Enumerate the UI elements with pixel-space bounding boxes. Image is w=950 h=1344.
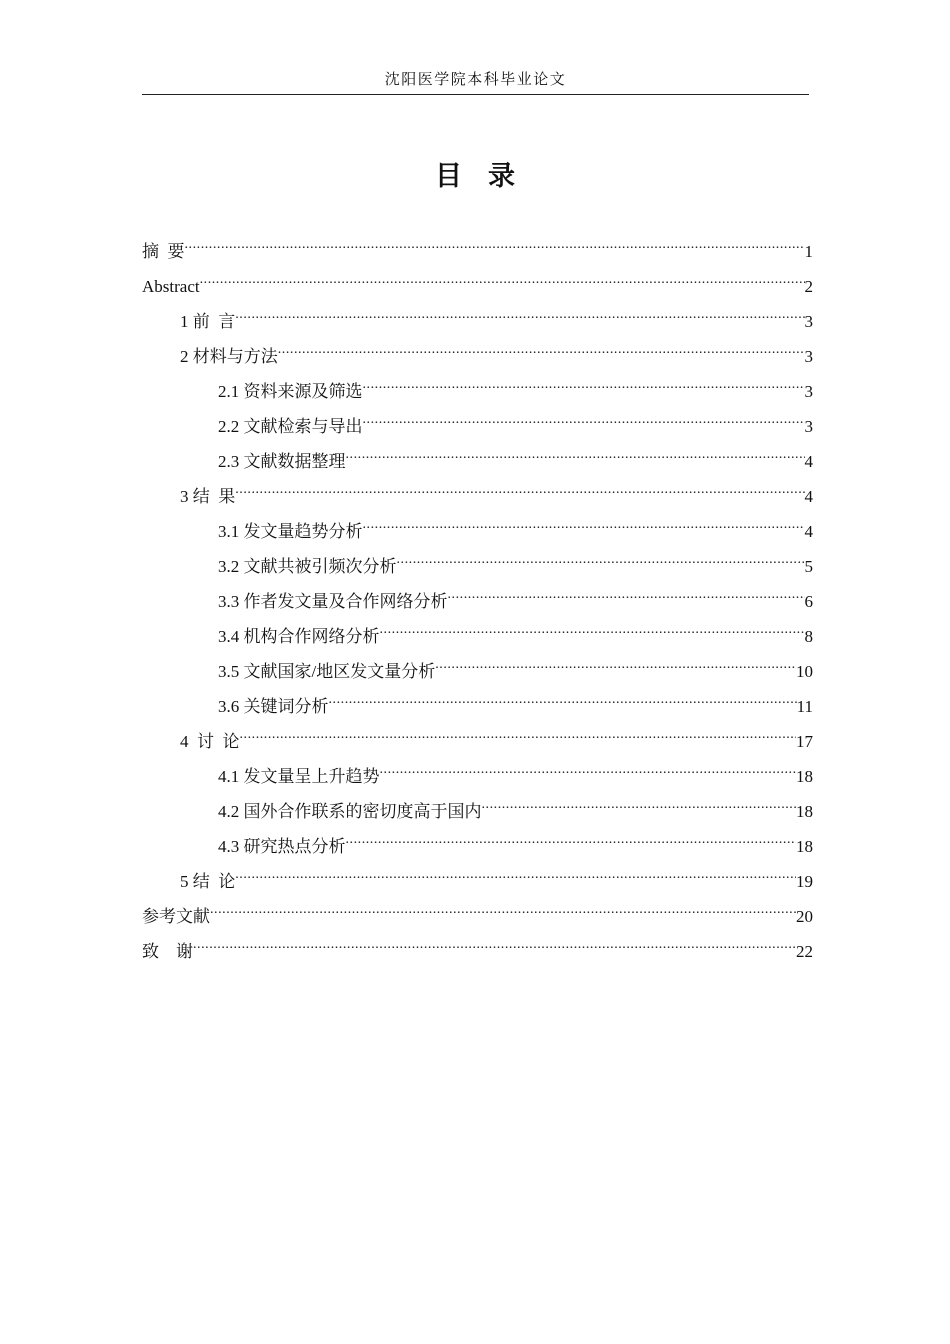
toc-entry-label: 2.3 文献数据整理 (218, 452, 346, 471)
dot-leader (235, 292, 804, 327)
toc-entry-label: 3.6 关键词分析 (218, 697, 329, 716)
dot-leader (235, 852, 796, 887)
toc-entry-page: 4 (804, 452, 813, 471)
toc-entry-label: 4.2 国外合作联系的密切度高于国内 (218, 802, 482, 821)
toc-entry-page: 18 (796, 802, 813, 821)
toc-entry-3-1[interactable] (142, 502, 813, 541)
toc-entry-discussion[interactable] (142, 712, 813, 751)
toc-entry-page: 3 (804, 417, 813, 436)
toc-entry-label: 3.2 文献共被引频次分析 (218, 557, 397, 576)
dot-leader (235, 467, 804, 502)
toc-entry-results[interactable] (142, 467, 813, 506)
toc-entry-page: 6 (804, 592, 813, 611)
toc-entry-label: 5 结 论 (180, 872, 236, 891)
toc-entry-page: 10 (796, 662, 813, 681)
toc-entry-label: 4 讨 论 (180, 732, 240, 751)
toc-entry-page: 4 (804, 487, 813, 506)
toc-entry-conclusion[interactable] (142, 852, 813, 891)
dot-leader (380, 607, 805, 642)
toc-entry-abstract-en[interactable] (142, 257, 813, 296)
toc-entry-label: 2.2 文献检索与导出 (218, 417, 363, 436)
toc-entry-label: 2 材料与方法 (180, 347, 278, 366)
dot-leader (448, 572, 805, 607)
toc-entry-label: 3.1 发文量趋势分析 (218, 522, 363, 541)
toc-entry-page: 18 (796, 767, 813, 786)
toc-entry-page: 19 (796, 872, 813, 891)
dot-leader (346, 817, 797, 852)
dot-leader (200, 257, 805, 292)
dot-leader (435, 642, 796, 677)
dot-leader (482, 782, 797, 817)
toc-entry-page: 20 (796, 907, 813, 926)
toc-entry-page: 1 (804, 242, 813, 261)
dot-leader (193, 922, 796, 957)
dot-leader (363, 362, 805, 397)
toc-entry-label: Abstract (142, 277, 200, 296)
dot-leader (363, 502, 805, 537)
toc-entry-label: 3.3 作者发文量及合作网络分析 (218, 592, 448, 611)
dot-leader (210, 887, 796, 922)
toc-entry-label: 3.5 文献国家/地区发文量分析 (218, 662, 436, 681)
dot-leader (397, 537, 805, 572)
toc-entry-acknowledgements[interactable] (142, 922, 813, 961)
toc-entry-methods[interactable] (142, 327, 813, 366)
toc-entry-page: 5 (804, 557, 813, 576)
toc-entry-page: 2 (804, 277, 813, 296)
toc-entry-abstract-cn[interactable] (142, 222, 813, 261)
toc-entry-page: 18 (796, 837, 813, 856)
toc-entry-introduction[interactable] (142, 292, 813, 331)
toc-entry-4-1[interactable] (142, 747, 813, 786)
toc-entry-label: 3 结 果 (180, 487, 236, 506)
toc-entry-label: 3.4 机构合作网络分析 (218, 627, 380, 646)
toc-entry-page: 8 (804, 627, 813, 646)
dot-leader (185, 222, 805, 257)
toc-title: 目录 (435, 161, 541, 192)
toc-entry-label: 4.1 发文量呈上升趋势 (218, 767, 380, 786)
toc-entry-page: 3 (804, 347, 813, 366)
toc-entry-label: 1 前 言 (180, 312, 236, 331)
toc-entry-label: 致 谢 (142, 942, 193, 961)
toc-entry-page: 4 (804, 522, 813, 541)
page-header: 沈阳医学院本科毕业论文 (142, 70, 809, 95)
dot-leader (363, 397, 805, 432)
toc-entry-label: 2.1 资料来源及筛选 (218, 382, 363, 401)
toc-entry-page: 3 (804, 382, 813, 401)
toc-entry-label: 摘 要 (142, 242, 185, 261)
toc-entry-page: 22 (796, 942, 813, 961)
toc-entry-page: 3 (804, 312, 813, 331)
dot-leader (346, 432, 805, 467)
dot-leader (380, 747, 797, 782)
dot-leader (329, 677, 797, 712)
toc-entry-page: 17 (796, 732, 813, 751)
dot-leader (240, 712, 797, 747)
table-of-contents (142, 222, 813, 961)
toc-entry-page: 11 (796, 697, 813, 716)
dot-leader (278, 327, 805, 362)
toc-entry-label: 4.3 研究热点分析 (218, 837, 346, 856)
toc-entry-references[interactable] (142, 887, 813, 926)
toc-entry-label: 参考文献 (142, 907, 210, 926)
